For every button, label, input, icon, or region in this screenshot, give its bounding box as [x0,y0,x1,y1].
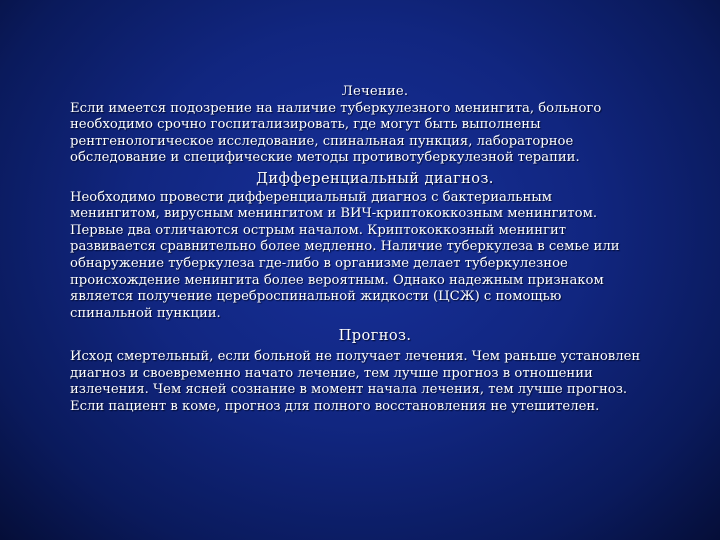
slide-content [70,84,680,415]
paragraph-treatment [70,101,680,167]
text-line: обследование и специфические методы противотуберкулезной терапии. [70,150,580,166]
text-line: Первые два отличаются острым началом. Криптококкозный менингит [70,222,567,238]
text-line: является получение цереброспинальной жидкости (ЦСЖ) с помощью [70,289,562,305]
text-line: необходимо срочно госпитализировать, где могут быть выполнены [70,117,541,133]
text-line: Необходимо провести дифференциальный диагноз с бактериальным [70,189,552,205]
text-line: излечения. Чем ясней сознание в момент начала лечения, тем лучше прогноз. [70,382,628,398]
text-line: рентгенологическое исследование, спинальная пункция, лабораторное [70,133,574,149]
text-line: Исход смертельный, если больной не получает лечения. Чем раньше установлен [70,348,641,364]
text-line: обнаружение туберкулеза где-либо в организме делает туберкулезное [70,255,568,271]
heading-treatment: Лечение. [341,84,409,99]
heading-differential-diagnosis: Дифференциальный диагноз. [256,169,494,187]
paragraph-prognosis [70,349,680,415]
text-line: развивается сравнительно более медленно. Наличие туберкулеза в семье или [70,239,620,255]
text-line: Если пациент в коме, прогноз для полного восстановления не утешителен. [70,398,600,414]
text-line: происхождение менингита более вероятным. Однако надежным признаком [70,272,604,288]
text-line: диагноз и своевременно начато лечение, тем лучше прогноз в отношении [70,365,593,381]
text-line: спинальной пункции. [70,305,221,321]
text-line: Если имеется подозрение на наличие туберкулезного менингита, больного [70,100,602,116]
text-line: менингитом, вирусным менингитом и ВИЧ-криптококкозным менингитом. [70,206,598,222]
heading-prognosis: Прогноз. [338,327,412,345]
paragraph-differential-diagnosis [70,190,680,323]
